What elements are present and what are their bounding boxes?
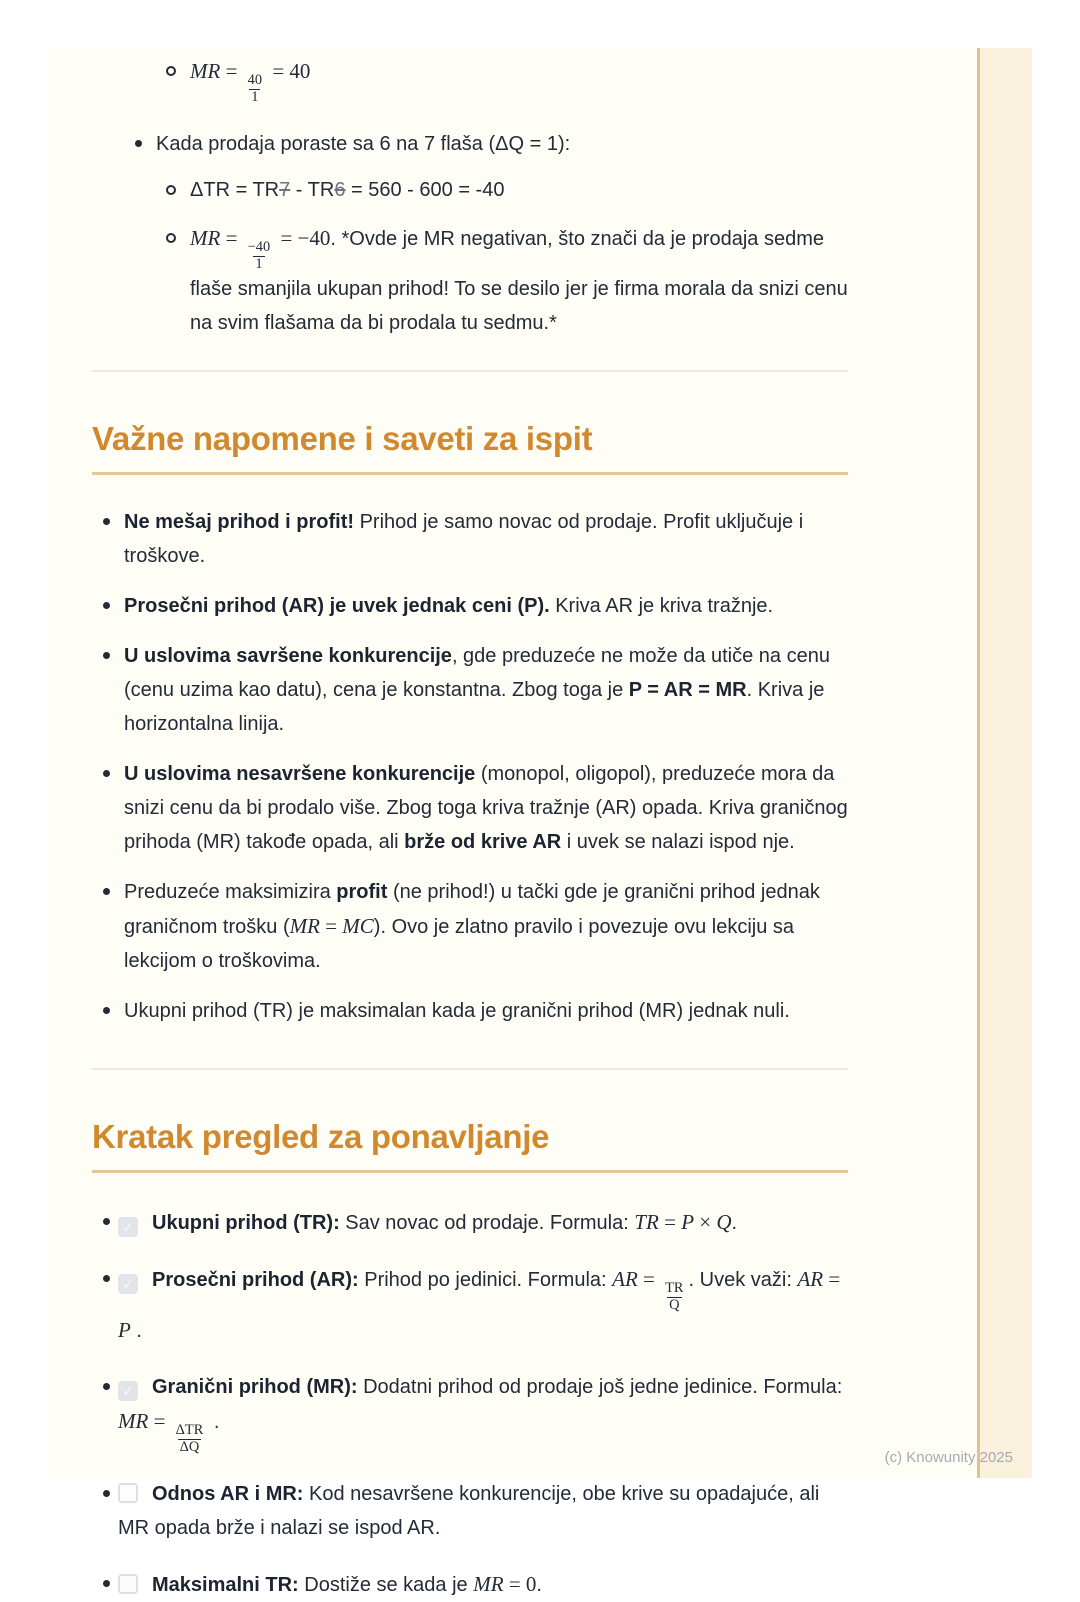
list-item	[92, 875, 848, 978]
math-expression: MR = MC	[289, 914, 374, 939]
list-item	[92, 127, 848, 161]
text: 7	[279, 179, 291, 202]
bold-text: U uslovima savršene konkurencije	[124, 645, 452, 668]
heading-kratak-pregled: Kratak pregled za ponavljanje	[92, 1118, 550, 1156]
text: . Uvek važi:	[688, 1269, 798, 1292]
intro-list	[92, 54, 848, 340]
review-checklist	[92, 1205, 848, 1602]
list-item	[92, 54, 848, 105]
math-expression: MR =	[118, 1409, 171, 1434]
checkbox-checked-icon[interactable]: ✓	[118, 1274, 138, 1294]
checkbox-unchecked-icon[interactable]	[118, 1483, 138, 1503]
bold-text: Granični prihod (MR):	[152, 1376, 358, 1399]
bold-text: Ukupni prihod (TR):	[152, 1212, 340, 1235]
text: Kriva AR je kriva tražnje.	[549, 595, 774, 618]
text: i uvek se nalazi ispod nje.	[561, 831, 795, 854]
text: .	[731, 1212, 738, 1235]
text: Sav novac od prodaje. Formula:	[339, 1212, 635, 1235]
math-expression: MR =	[190, 59, 243, 83]
text: Dostiže se kada je	[298, 1574, 474, 1597]
text: Prihod po jedinici. Formula:	[358, 1269, 613, 1292]
text: = 560 - 600 = -40	[345, 179, 505, 202]
math-expression: AR =	[612, 1267, 661, 1292]
bold-text: Maksimalni TR:	[152, 1574, 299, 1597]
heading-vazne-napomene: Važne napomene i saveti za ispit	[92, 420, 593, 458]
bold-text: P = AR = MR	[628, 679, 747, 702]
list-item	[92, 994, 848, 1028]
bold-text: brže od krive AR	[404, 831, 562, 854]
fraction: $\frac{\text{ΔTR}}{\Delta Q}$	[175, 1422, 204, 1455]
list-item	[92, 221, 848, 340]
text: . *Ovde je MR negativan, što znači da je prodaja sedme flaše smanjila ukupan prihod! To se desilo jer je firma morala da snizi cenu na svim flašama da bi prodala tu sedmu.*	[190, 228, 848, 335]
bold-text: Odnos AR i MR:	[152, 1483, 304, 1506]
list-item	[92, 1567, 848, 1602]
text: .	[130, 1320, 142, 1343]
section-divider-2	[92, 1068, 848, 1070]
text: , gde preduzeće ne može da utiče na cenu (cenu uzima kao datu), cena je konstantna. Zbog toga je	[124, 645, 830, 702]
checkbox-checked-icon[interactable]: ✓	[118, 1217, 138, 1237]
list-item	[92, 173, 848, 207]
notes-list	[92, 505, 848, 1028]
bold-text: U uslovima nesavršene konkurencije	[124, 763, 476, 786]
heading-underline-1	[92, 472, 848, 475]
math-expression: MR =	[190, 226, 243, 251]
document-page	[48, 48, 1032, 1597]
text: Ukupni prihod (TR) je maksimalan kada je granični prihod (MR) jednak nuli.	[124, 1000, 790, 1023]
text: Kod nesavršene konkurencije, obe krive su opadajuće, ali MR opada brže i nalazi se ispod AR.	[118, 1483, 820, 1540]
section-divider-1	[92, 370, 848, 372]
fraction: $\frac{TR}{Q}$	[665, 1280, 684, 1313]
list-item	[92, 505, 848, 573]
list-item	[92, 639, 848, 741]
text: Kada prodaja poraste sa 6 na 7 flaša (ΔQ = 1):	[156, 133, 571, 156]
math-expression: MR = 0	[473, 1572, 537, 1597]
math-expression: = 40	[267, 59, 311, 83]
page-content	[48, 48, 1032, 1602]
bold-text: Prosečni prihod (AR):	[152, 1269, 359, 1292]
bold-text: profit	[336, 881, 388, 904]
copyright: (c) Knowunity 2025	[884, 1449, 1013, 1466]
list-item	[92, 1477, 848, 1545]
list-item	[92, 1262, 848, 1348]
text: (monopol, oligopol), preduzeće mora da snizi cenu da bi prodalo više. Zbog toga kriva tražnje (AR) opada. Kriva graničnog prihoda (MR) takođe opada, ali	[124, 763, 848, 854]
bold-text: Ne mešaj prihod i profit!	[124, 511, 355, 534]
text: ΔTR = TR	[190, 179, 280, 202]
math-expression: AR = P	[118, 1267, 841, 1343]
fraction: $\frac{40}{1}$	[247, 72, 263, 105]
text: Preduzeće maksimizira	[124, 881, 337, 904]
bold-text: Prosečni prihod (AR) je uvek jednak ceni (P).	[124, 595, 550, 618]
text: . Kriva je horizontalna linija.	[124, 679, 825, 736]
text: 6	[334, 179, 346, 202]
math-expression: TR = P × Q	[634, 1210, 732, 1235]
list-item	[92, 1205, 848, 1240]
list-item	[92, 757, 848, 859]
checkbox-checked-icon[interactable]: ✓	[118, 1381, 138, 1401]
text: - TR	[290, 179, 335, 202]
math-expression: = −40	[275, 226, 331, 251]
text: ). Ovo je zlatno pravilo i povezuje ovu lekciju sa lekcijom o troškovima.	[124, 916, 795, 973]
list-item	[92, 589, 848, 623]
checkbox-unchecked-icon[interactable]	[118, 1574, 138, 1594]
heading-underline-2	[92, 1170, 848, 1173]
text: .	[208, 1411, 220, 1434]
text: .	[536, 1574, 542, 1597]
list-item	[92, 1370, 848, 1455]
text: Dodatni prihod od prodaje još jedne jedinice. Formula:	[357, 1376, 843, 1399]
fraction: $\frac{-40}{1}$	[247, 239, 271, 272]
text: (ne prihod!) u tački gde je granični prihod jednak graničnom trošku (	[124, 881, 820, 939]
text: Prihod je samo novac od prodaje. Profit uključuje i troškove.	[124, 511, 804, 568]
